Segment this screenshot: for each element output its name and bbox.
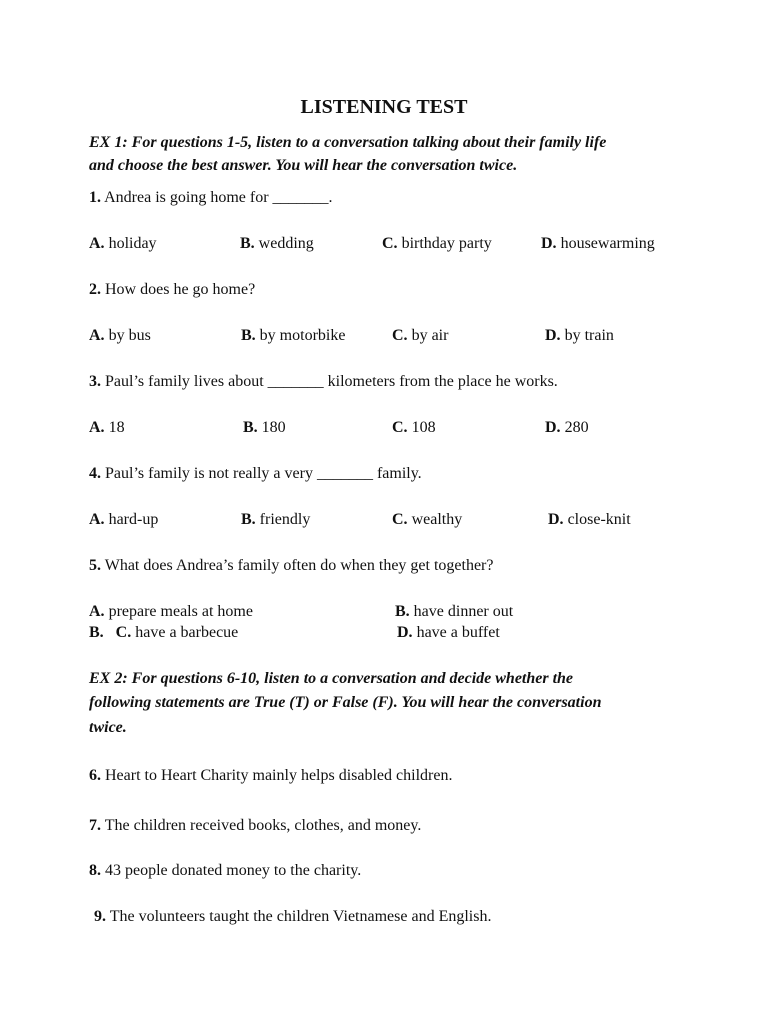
option-3c: [392, 420, 436, 436]
option-text: holiday: [108, 235, 157, 252]
question-number: 2.: [89, 281, 101, 298]
option-letter: C.: [392, 511, 408, 528]
option-text: have dinner out: [413, 603, 514, 620]
option-text: birthday party: [401, 235, 492, 252]
page-title: LISTENING TEST: [300, 96, 468, 118]
option-letter: A.: [89, 419, 105, 436]
ex2-instruction-line-1: EX 2: For questions 6-10, listen to a conversation and decide whether the: [89, 670, 574, 687]
option-2c: [392, 328, 448, 344]
ex1-instruction-line-1: EX 1: For questions 1-5, listen to a conversation talking about their family life: [89, 134, 607, 151]
question-number: 3.: [89, 373, 101, 390]
option-letter: D.: [397, 624, 413, 641]
option-letter: B. C.: [89, 624, 132, 641]
question-number: 5.: [89, 557, 101, 574]
option-text: wealthy: [411, 511, 463, 528]
option-letter: D.: [545, 419, 561, 436]
option-text: housewarming: [560, 235, 655, 252]
option-letter: C.: [392, 327, 408, 344]
statement-text: The children received books, clothes, and money.: [104, 817, 422, 834]
option-text: by train: [564, 327, 614, 344]
option-letter: D.: [548, 511, 564, 528]
option-text: 280: [564, 419, 589, 436]
statement-text: 43 people donated money to the charity.: [105, 862, 362, 879]
question-1: [89, 190, 333, 206]
option-letter: D.: [541, 235, 557, 252]
statement-number: 8.: [89, 862, 101, 879]
option-letter: A.: [89, 235, 105, 252]
ex2-instruction-line-2: following statements are True (T) or False (F). You will hear the conversation: [89, 694, 602, 711]
option-letter: A.: [89, 511, 105, 528]
option-1a: [89, 236, 157, 252]
option-text: by air: [411, 327, 449, 344]
option-4b: [241, 512, 310, 528]
option-letter: B.: [240, 235, 255, 252]
option-3d: [545, 420, 589, 436]
option-5d: [397, 625, 500, 641]
question-number: 4.: [89, 465, 101, 482]
option-text: 18: [108, 419, 125, 436]
option-letter: C.: [382, 235, 398, 252]
question-2: [89, 282, 255, 298]
option-text: close-knit: [567, 511, 631, 528]
question-4: [89, 466, 422, 482]
statement-7: [89, 818, 421, 834]
question-number: 1.: [89, 189, 101, 206]
question-text: Paul’s family lives about _______ kilometers from the place he works.: [105, 373, 558, 390]
option-2a: [89, 328, 151, 344]
question-text: What does Andrea’s family often do when they get together?: [104, 557, 494, 574]
statement-number: 9.: [94, 908, 106, 925]
question-5: [89, 558, 493, 574]
option-5b: [395, 604, 513, 620]
statement-text: Heart to Heart Charity mainly helps disabled children.: [105, 767, 453, 784]
question-text: Andrea is going home for _______.: [104, 189, 333, 206]
statement-number: 6.: [89, 767, 101, 784]
option-letter: A.: [89, 603, 105, 620]
option-4d: [548, 512, 631, 528]
option-letter: C.: [392, 419, 408, 436]
option-4a: [89, 512, 158, 528]
question-text: Paul’s family is not really a very _______ family.: [105, 465, 422, 482]
option-3b: [243, 420, 286, 436]
option-2d: [545, 328, 614, 344]
option-1d: [541, 236, 655, 252]
option-text: prepare meals at home: [108, 603, 253, 620]
option-text: have a barbecue: [135, 624, 239, 641]
option-3a: [89, 420, 125, 436]
option-text: 180: [261, 419, 286, 436]
option-5c: [89, 625, 238, 641]
option-text: have a buffet: [416, 624, 500, 641]
option-text: 108: [411, 419, 436, 436]
statement-6: [89, 768, 452, 784]
statement-number: 7.: [89, 817, 101, 834]
option-4c: [392, 512, 462, 528]
option-letter: D.: [545, 327, 561, 344]
option-text: friendly: [259, 511, 311, 528]
option-letter: B.: [243, 419, 258, 436]
statement-text: The volunteers taught the children Vietnamese and English.: [109, 908, 492, 925]
option-text: wedding: [258, 235, 314, 252]
option-text: by bus: [108, 327, 151, 344]
option-letter: B.: [241, 511, 256, 528]
question-text: How does he go home?: [105, 281, 256, 298]
question-3: [89, 374, 558, 390]
option-1c: [382, 236, 492, 252]
option-2b: [241, 328, 345, 344]
option-letter: B.: [241, 327, 256, 344]
option-text: by motorbike: [259, 327, 346, 344]
option-text: hard-up: [108, 511, 159, 528]
statement-9: [94, 909, 491, 925]
ex1-instruction-line-2: and choose the best answer. You will hear the conversation twice.: [89, 157, 518, 174]
option-letter: B.: [395, 603, 410, 620]
ex2-instruction-line-3: twice.: [89, 719, 127, 736]
option-5a: [89, 604, 253, 620]
option-letter: A.: [89, 327, 105, 344]
statement-8: [89, 863, 361, 879]
option-1b: [240, 236, 314, 252]
